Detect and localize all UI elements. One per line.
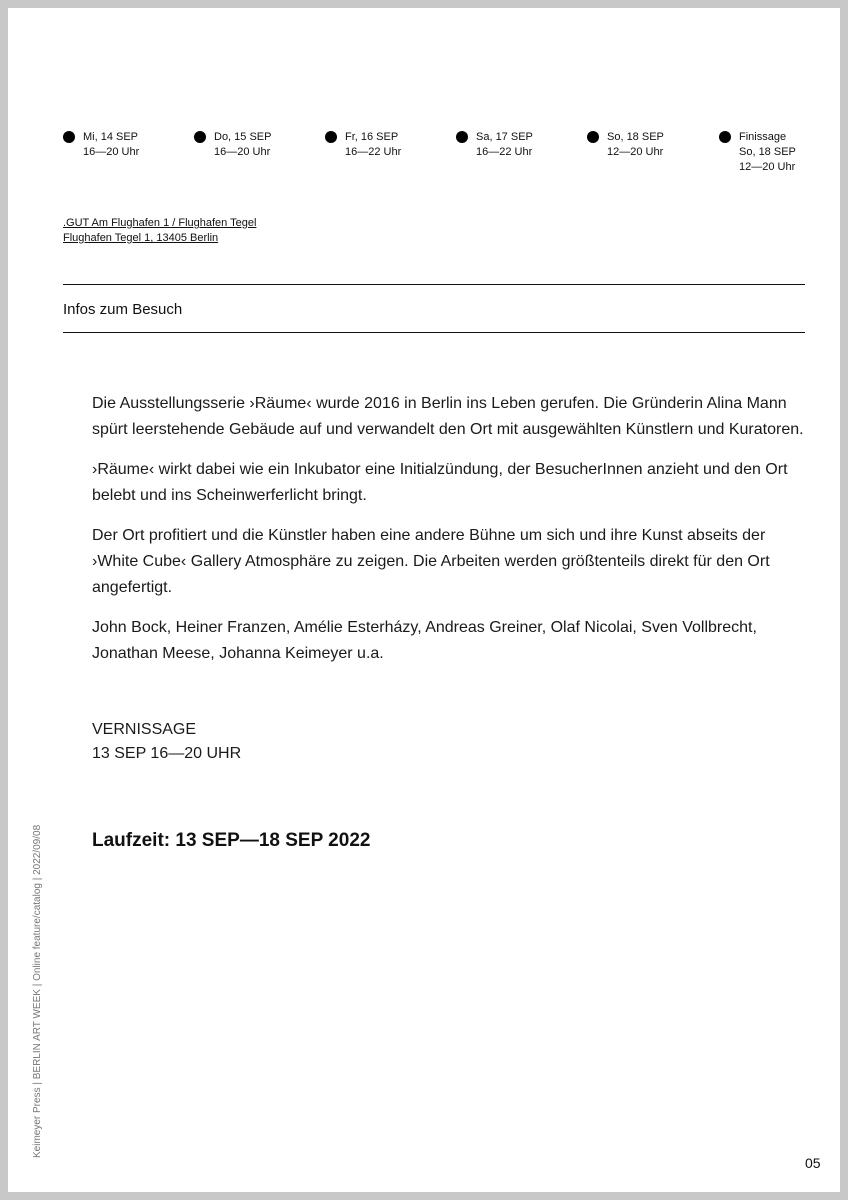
paragraph: Der Ort profitiert und die Künstler haben eine andere Bühne um sich und ihre Kunst abseits der ›White Cube‹ Gallery Atmosphäre zu zeigen. Die Arbeiten werden größtenteils direkt für den Ort angefertigt. <box>92 527 770 596</box>
vernissage-block <box>92 718 241 766</box>
address-line-1[interactable]: .GUT Am Flughafen 1 / Flughafen Tegel <box>63 217 257 229</box>
page-number: 05 <box>805 1155 821 1171</box>
schedule-date: So, 18 SEP <box>739 146 796 158</box>
bullet-dot-icon <box>325 131 337 143</box>
schedule-time: 16—20 Uhr <box>83 146 140 158</box>
section-heading: Infos zum Besuch <box>63 301 183 318</box>
runtime-heading: Laufzeit: 13 SEP—18 SEP 2022 <box>92 830 371 851</box>
schedule-day: Do, 15 SEP <box>214 131 272 143</box>
bullet-dot-icon <box>194 131 206 143</box>
address-line-2[interactable]: Flughafen Tegel 1, 13405 Berlin <box>63 232 219 244</box>
divider <box>63 332 805 333</box>
schedule-day: Sa, 17 SEP <box>476 131 533 143</box>
schedule-time: 12—20 Uhr <box>607 146 664 158</box>
vernissage-label: VERNISSAGE <box>92 721 197 738</box>
paragraph: Die Ausstellungsserie ›Räume‹ wurde 2016 in Berlin ins Leben gerufen. Die Gründerin Alina Mann spürt leerstehende Gebäude auf und verwandelt den Ort mit ausgewählten Künstlern und Kuratoren. <box>92 395 804 438</box>
side-credit: Keimeyer Press | BERLIN ART WEEK | Online feature/catalog | 2022/09/08 <box>32 824 43 1158</box>
divider <box>63 284 805 285</box>
bullet-dot-icon <box>456 131 468 143</box>
bullet-dot-icon <box>587 131 599 143</box>
description <box>92 391 812 681</box>
schedule-day: Mi, 14 SEP <box>83 131 139 143</box>
venue-address[interactable] <box>63 216 256 246</box>
schedule-time: 16—22 Uhr <box>476 146 533 158</box>
schedule-time: 16—20 Uhr <box>214 146 271 158</box>
schedule-time: 12—20 Uhr <box>739 161 796 173</box>
paragraph: ›Räume‹ wirkt dabei wie ein Inkubator eine Initialzündung, der BesucherInnen anzieht und den Ort belebt und ins Scheinwerferlicht bringt. <box>92 461 788 504</box>
schedule-day: Finissage <box>739 131 787 143</box>
schedule-time: 16—22 Uhr <box>345 146 402 158</box>
artist-list: John Bock, Heiner Franzen, Amélie Esterházy, Andreas Greiner, Olaf Nicolai, Sven Vollbrecht, Jonathan Meese, Johanna Keimeyer u.a. <box>92 619 757 662</box>
schedule-day: Fr, 16 SEP <box>345 131 399 143</box>
schedule-day: So, 18 SEP <box>607 131 664 143</box>
vernissage-datetime: 13 SEP 16—20 UHR <box>92 745 242 762</box>
bullet-dot-icon <box>63 131 75 143</box>
bullet-dot-icon <box>719 131 731 143</box>
